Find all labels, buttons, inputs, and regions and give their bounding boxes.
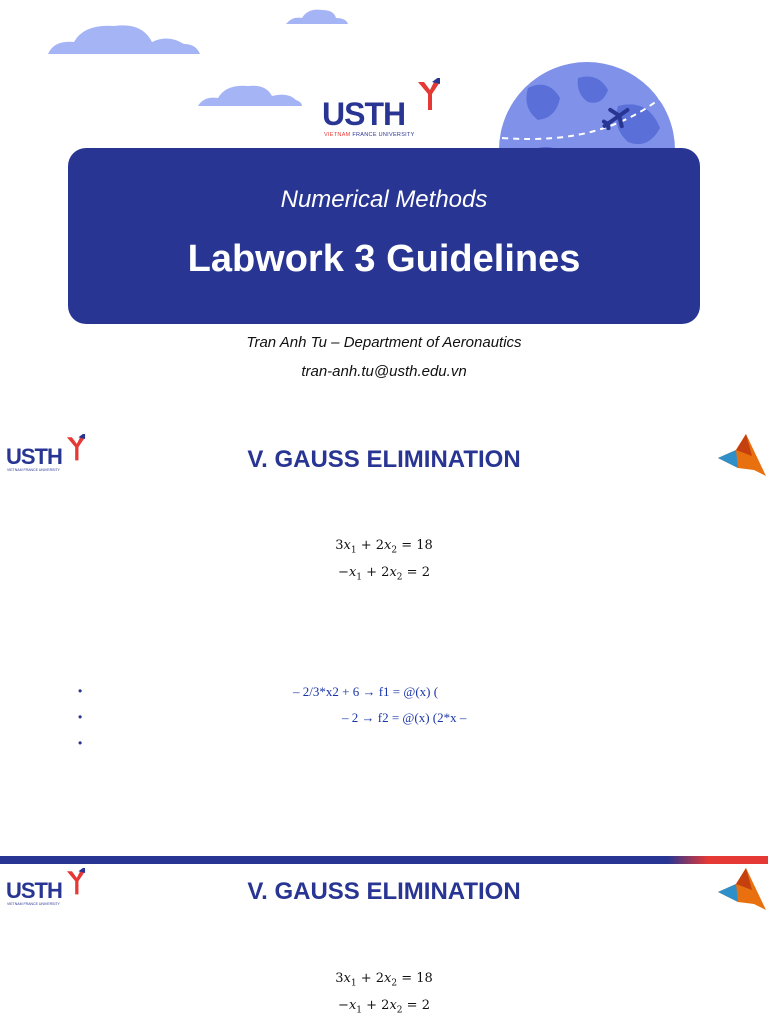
cloud-icon xyxy=(44,20,204,56)
equation-2: $-x_1 + 2x_2 = 2$ xyxy=(338,565,430,583)
usth-logo-mark xyxy=(416,78,442,112)
bullet-marker: • xyxy=(78,736,83,750)
bullet-marker: • xyxy=(78,684,83,698)
gauss-slide-2 xyxy=(0,856,768,1024)
bullet-marker: • xyxy=(78,710,83,724)
logo-text: USTH xyxy=(6,444,62,469)
code-line-2: – 2 → f2 = @(x) (2*x – xyxy=(342,710,467,725)
equation-1: $3x_1 + 2x_2 = 18$ xyxy=(335,538,433,556)
logo-subtext: VIETNAM FRANCE UNIVERSITY xyxy=(7,468,60,472)
presentation-title: Labwork 3 Guidelines xyxy=(187,238,581,280)
title-slide xyxy=(0,0,768,410)
section-title: V. GAUSS ELIMINATION xyxy=(247,446,521,473)
author-email: tran-anh.tu@usth.edu.vn xyxy=(301,363,467,380)
header-stripe-accent xyxy=(668,856,768,864)
equation-2: $-x_1 + 2x_2 = 2$ xyxy=(338,998,430,1016)
code-line-1: – 2/3*x2 + 6 → f1 = @(x) ( xyxy=(293,684,439,699)
logo-subtext: VIETNAM FRANCE UNIVERSITY xyxy=(7,902,60,906)
equation-1: $3x_1 + 2x_2 = 18$ xyxy=(335,971,433,989)
logo-text: USTH xyxy=(6,878,62,903)
matlab-icon xyxy=(716,866,768,914)
matlab-icon xyxy=(716,432,768,480)
cloud-icon xyxy=(196,82,304,108)
cloud-icon xyxy=(284,8,350,26)
course-subtitle: Numerical Methods xyxy=(280,186,488,213)
title-banner xyxy=(68,148,700,324)
gauss-slide-1 xyxy=(0,410,768,856)
header-stripe xyxy=(0,856,768,864)
logo-subtext: VIETNAM FRANCE UNIVERSITY xyxy=(324,132,415,138)
logo-text: USTH xyxy=(322,96,406,132)
section-title: V. GAUSS ELIMINATION xyxy=(247,878,521,905)
author-line: Tran Anh Tu – Department of Aeronautics xyxy=(246,334,522,351)
usth-logo xyxy=(322,78,448,142)
